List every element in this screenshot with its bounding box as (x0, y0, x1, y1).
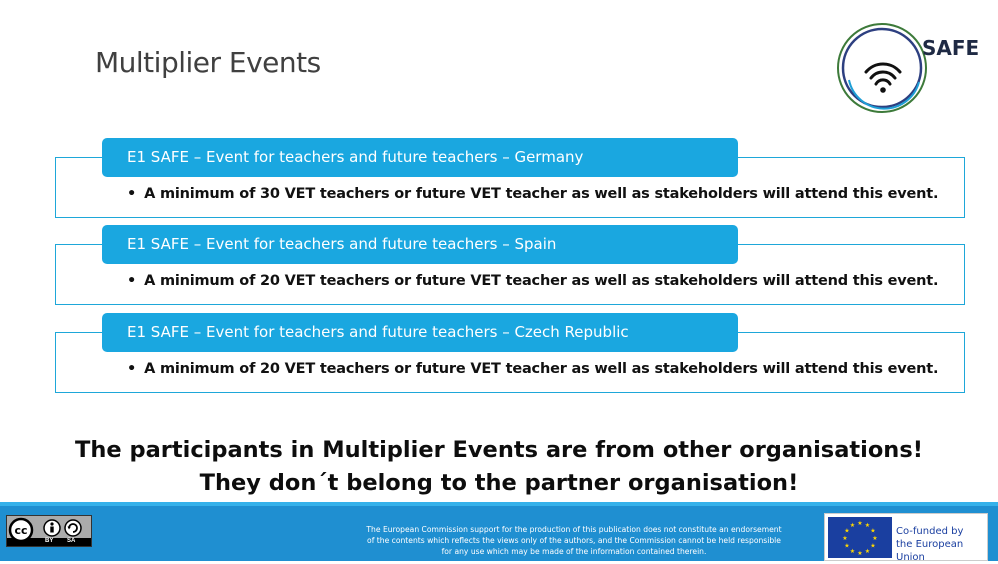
svg-text:cc: cc (14, 524, 28, 537)
safe-logo-icon (834, 20, 974, 116)
event-bullet-text: A minimum of 20 VET teachers or future VET teacher as well as stakeholders will attend this event. (144, 361, 939, 377)
eu-line-1: Co-funded by (896, 526, 964, 537)
svg-text:★: ★ (870, 528, 876, 535)
event-bullet-text: A minimum of 20 VET teachers or future VET teacher as well as stakeholders will attend this event. (144, 273, 939, 289)
disclaimer-line-3: for any use which may be made of the information contained therein. (441, 547, 707, 556)
svg-text:★: ★ (857, 551, 863, 557)
svg-text:★: ★ (870, 543, 876, 550)
svg-text:★: ★ (849, 523, 856, 529)
eu-flag-icon (828, 517, 892, 558)
disclaimer-line-1: The European Commission support for the production of this publication does not constitute an endorsement (366, 525, 782, 534)
svg-text:★: ★ (864, 523, 871, 529)
svg-text:★: ★ (842, 536, 848, 542)
eu-cofunded-badge (824, 513, 988, 561)
eu-line-2: the European Union (896, 539, 964, 563)
page-title: Multiplier Events (95, 46, 321, 79)
event-bullet-text: A minimum of 30 VET teachers or future VET teacher as well as stakeholders will attend this event. (144, 186, 939, 202)
event-bullet (127, 361, 938, 377)
event-heading: E1 SAFE – Event for teachers and future teachers – Czech Republic (102, 313, 738, 352)
svg-text:★: ★ (844, 528, 850, 535)
event-bullet (127, 273, 938, 289)
disclaimer-line-2: of the contents which reflects the views only of the authors, and the Commission cannot be held responsible (367, 536, 781, 545)
svg-text:★: ★ (857, 521, 863, 527)
event-heading: E1 SAFE – Event for teachers and future teachers – Spain (102, 225, 738, 264)
cc-license-badge (6, 515, 92, 547)
disclaimer (350, 524, 798, 557)
svg-text:★: ★ (872, 536, 878, 542)
statement-line-2: They don´t belong to the partner organisation! (199, 470, 799, 496)
event-bullet (127, 186, 938, 202)
svg-text:★: ★ (849, 549, 856, 555)
bullet-icon: • (127, 186, 137, 202)
logo-text: SAFE (922, 36, 980, 60)
svg-text:★: ★ (844, 543, 850, 550)
cc-sa-label: SA (67, 538, 76, 544)
bullet-icon: • (127, 361, 137, 377)
event-heading: E1 SAFE – Event for teachers and future teachers – Germany (102, 138, 738, 177)
key-statement (0, 434, 998, 500)
safe-logo (834, 20, 974, 116)
eu-text (896, 525, 987, 564)
cc-by-label: BY (45, 538, 54, 544)
footer (0, 502, 998, 561)
bullet-icon: • (127, 273, 137, 289)
statement-line-1: The participants in Multiplier Events are from other organisations! (75, 437, 923, 463)
svg-text:★: ★ (864, 549, 871, 555)
